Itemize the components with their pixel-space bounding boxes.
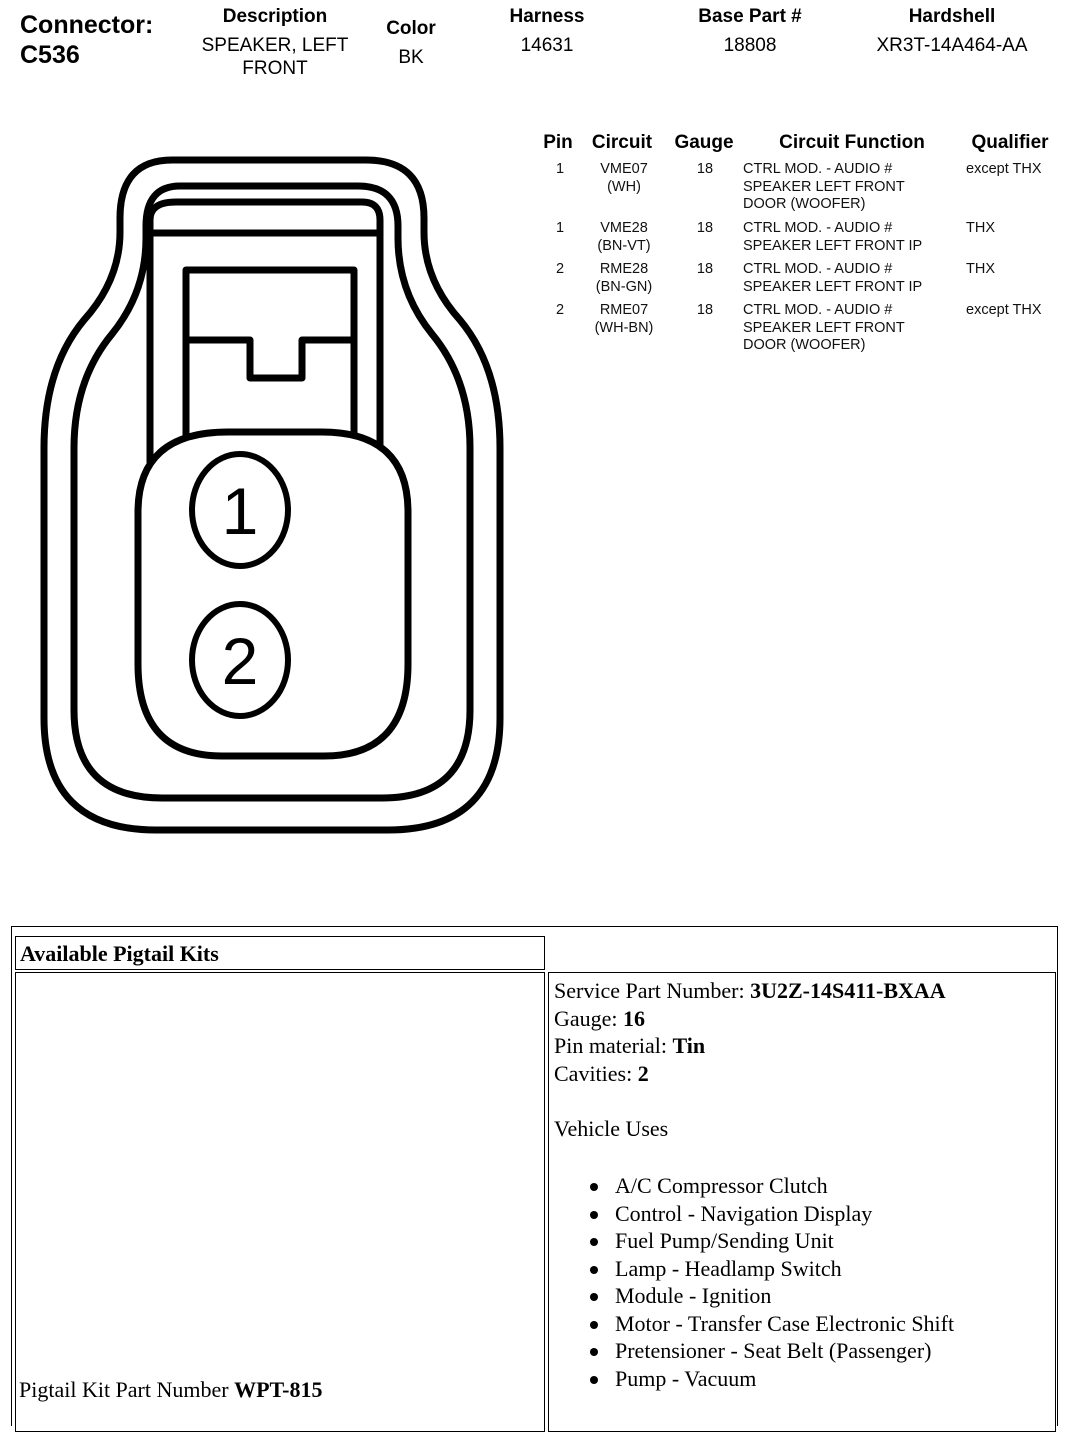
list-item: Pump - Vacuum <box>588 1365 954 1393</box>
row-4-gauge: 18 <box>696 302 714 318</box>
row-1-function <box>743 161 959 214</box>
pigtail-kit-part-number <box>19 1376 323 1404</box>
row-4-function-line-2: SPEAKER LEFT FRONT <box>743 319 905 336</box>
vehicle-uses-list <box>588 1172 954 1392</box>
pigtail-details <box>554 977 946 1142</box>
row-3-wire-color: (BN-GN) <box>595 278 653 295</box>
description-label: Description <box>222 6 328 27</box>
row-3-function-line-2: SPEAKER LEFT FRONT IP <box>743 278 923 295</box>
hardshell-label: Hardshell <box>908 6 996 27</box>
row-3-pin: 2 <box>555 261 565 277</box>
row-2-function-line-1: CTRL MOD. - AUDIO # <box>743 220 893 236</box>
service-part-line <box>554 977 946 1005</box>
harness-value: 14631 <box>520 35 574 56</box>
row-4-function-line-3: DOOR (WOOFER) <box>743 337 866 353</box>
row-3-function-line-1: CTRL MOD. - AUDIO # <box>743 261 893 277</box>
row-2-pin: 1 <box>555 220 565 236</box>
gauge-line <box>554 1005 946 1033</box>
row-1-gauge: 18 <box>696 161 714 177</box>
list-item: Lamp - Headlamp Switch <box>588 1255 954 1283</box>
base-part-value: 18808 <box>723 35 777 56</box>
row-1-circuit <box>584 161 664 196</box>
row-1-function-line-2: SPEAKER LEFT FRONT <box>743 178 905 195</box>
pin-2-label: 2 <box>221 624 259 698</box>
service-part-label: Service Part Number: <box>554 978 751 1003</box>
harness-label: Harness <box>509 6 585 27</box>
row-1-circuit-id: VME07 <box>600 161 648 177</box>
service-part-value: 3U2Z-14S411-BXAA <box>750 978 946 1003</box>
hardshell-value: XR3T-14A464-AA <box>876 35 1028 56</box>
row-4-circuit-id: RME07 <box>599 302 649 318</box>
row-2-wire-color: (BN-VT) <box>597 237 651 254</box>
row-3-circuit <box>584 261 664 296</box>
pigtail-image-cell <box>15 972 545 1432</box>
row-1-qualifier: except THX <box>966 161 1042 177</box>
list-item: Module - Ignition <box>588 1282 954 1310</box>
list-item: A/C Compressor Clutch <box>588 1172 954 1200</box>
col-header-gauge: Gauge <box>674 132 734 153</box>
pigtail-kits-title: Available Pigtail Kits <box>15 936 545 970</box>
row-2-function <box>743 220 959 255</box>
row-2-circuit <box>584 220 664 255</box>
row-2-gauge: 18 <box>696 220 714 236</box>
row-4-wire-color: (WH-BN) <box>594 319 654 336</box>
kit-part-value: WPT-815 <box>234 1377 323 1402</box>
row-4-pin: 2 <box>555 302 565 318</box>
row-4-circuit <box>584 302 664 337</box>
color-value: BK <box>398 47 424 68</box>
pin-material-line <box>554 1032 946 1060</box>
col-header-circuit-function: Circuit Function <box>779 132 925 153</box>
connector-face-diagram <box>0 0 540 860</box>
latch-window <box>186 270 354 452</box>
description-line-1: SPEAKER, LEFT <box>201 35 349 56</box>
base-part-label: Base Part # <box>698 6 802 27</box>
latch-notch <box>186 340 354 378</box>
vehicle-uses-label: Vehicle Uses <box>554 1115 669 1141</box>
row-1-function-line-3: DOOR (WOOFER) <box>743 196 866 212</box>
hardshell-column <box>852 6 1052 57</box>
connector-id: C536 <box>20 41 80 69</box>
col-header-qualifier: Qualifier <box>971 132 1049 153</box>
pin-material-label: Pin material: <box>554 1033 673 1058</box>
row-3-function <box>743 261 959 296</box>
list-item: Fuel Pump/Sending Unit <box>588 1227 954 1255</box>
gauge-label: Gauge: <box>554 1005 624 1031</box>
list-item: Pretensioner - Seat Belt (Passenger) <box>588 1337 954 1365</box>
row-2-function-line-2: SPEAKER LEFT FRONT IP <box>743 237 923 254</box>
row-3-circuit-id: RME28 <box>599 261 649 277</box>
row-1-wire-color: (WH) <box>607 178 641 195</box>
row-4-qualifier: except THX <box>966 302 1042 318</box>
row-2-qualifier: THX <box>966 220 995 236</box>
cavities-label: Cavities: <box>554 1060 638 1086</box>
list-item: Control - Navigation Display <box>588 1200 954 1228</box>
color-label: Color <box>386 18 436 39</box>
row-3-gauge: 18 <box>696 261 714 277</box>
row-4-function-line-1: CTRL MOD. - AUDIO # <box>743 302 893 318</box>
row-2-circuit-id: VME28 <box>600 220 648 236</box>
description-line-2: FRONT <box>242 58 308 79</box>
list-item: Motor - Transfer Case Electronic Shift <box>588 1310 954 1338</box>
col-header-circuit: Circuit <box>591 132 653 153</box>
row-3-qualifier: THX <box>966 261 995 277</box>
base-part-column <box>670 6 830 57</box>
pin-material-value: Tin <box>672 1033 706 1058</box>
cavities-value: 2 <box>637 1060 649 1086</box>
connector-label: Connector: <box>20 11 154 39</box>
col-header-pin: Pin <box>543 132 573 153</box>
row-1-pin: 1 <box>555 161 565 177</box>
pin-1-label: 1 <box>221 474 259 548</box>
row-1-function-line-1: CTRL MOD. - AUDIO # <box>743 161 893 177</box>
kit-part-label: Pigtail Kit Part Number <box>19 1377 235 1402</box>
row-4-function <box>743 302 959 355</box>
gauge-value: 16 <box>623 1005 646 1031</box>
cavities-line <box>554 1060 946 1088</box>
